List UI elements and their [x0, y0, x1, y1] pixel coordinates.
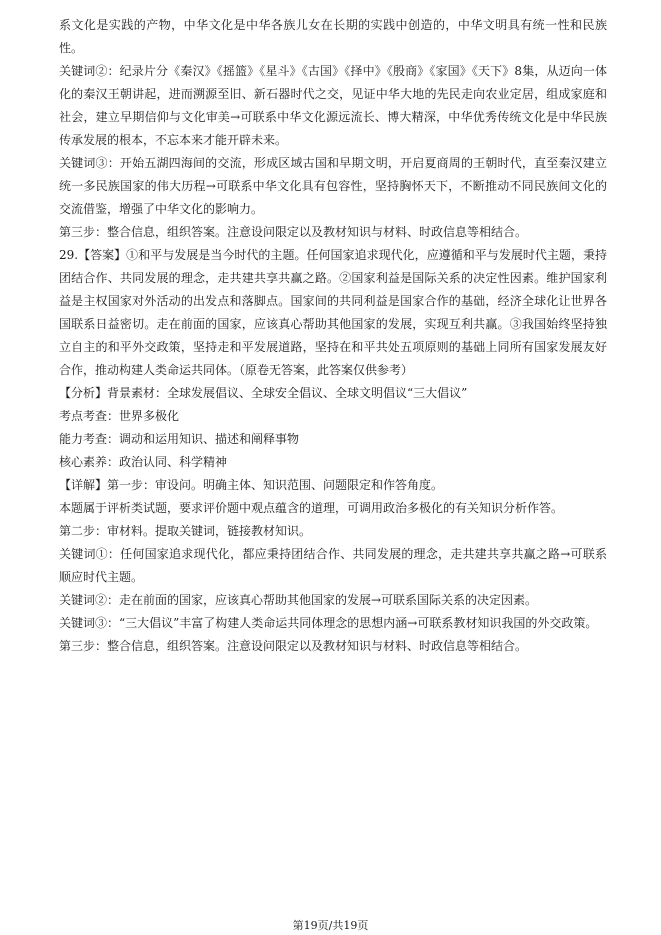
paragraph-step-3-a: 第三步：整合信息，组织答案。注意设问限定以及教材知识与材料、时政信息等相结合。: [59, 225, 528, 239]
paragraph-keyword-2: 关键词②：走在前面的国家，应该真心帮助其他国家的发展→可联系国际关系的决定因素。: [59, 593, 538, 607]
paragraph-step-3-b: 第三步：整合信息，组织答案。注意设问限定以及教材知识与材料、时政信息等相结合。: [59, 639, 528, 653]
paragraph-detail-step-1: 【详解】第一步：审设问。明确主体、知识范围、问题限定和作答角度。: [59, 478, 444, 492]
paragraph-q29-answer: 29.【答案】①和平与发展是当今时代的主题。任何国家追求现代化，应遵循和平与发展时代主题，秉持团结合作、共同发展的理念，走共建共享共赢之路。②国家利益是国际关系的决定性因素。维护国家利益是主权国家对外活动的出发点和落脚点。国家间的共同利益是国家合作的基础，经济全球化让世界各国联系日益密切。走在前面的国家，应该真心帮助其他国家的发展，实现互利共赢。③我国始终坚持独立自主的和平外交政策，坚持走和平发展道路，坚持在和平共处五项原则的基础上同所有国家发展友好合作，推动构建人类命运共同体。（原卷无答案，此答案仅供参考）: [59, 248, 607, 377]
paragraph-keyword-3-exchange: 关键词③：开始五湖四海间的交流，形成区域古国和早期文明，开启夏商周的王朝时代，直至秦汉建立统一多民族国家的伟大历程→可联系中华文化具有包容性，坚持胸怀天下，不断推动不同民族间文化的交流借鉴，增强了中华文化的影响力。: [59, 156, 607, 216]
paragraph-keyword-3: 关键词③：“三大倡议”丰富了构建人类命运共同体理念的思想内涵→可联系教材知识我国的外交政策。: [59, 616, 598, 630]
document-body: [59, 14, 607, 658]
paragraph-keyword-1: 关键词①：任何国家追求现代化，都应秉持团结合作、共同发展的理念，走共建共享共赢之路→可联系顺应时代主题。: [59, 547, 607, 584]
page-number: 第19页/共19页: [292, 919, 369, 932]
paragraph-core-literacy: 核心素养：政治认同、科学精神: [59, 455, 228, 469]
paragraph-keyword-2-documentary: 关键词②：纪录片分《秦汉》《摇篮》《星斗》《古国》《择中》《殷商》《家国》《天下》8集，从迈向一体化的秦汉王朝讲起，进而溯源至旧、新石器时代之交，见证中华大地的先民走向农业定居，组成家庭和社会，建立早期信仰与文化审美→可联系中华文化源远流长、博大精深，中华优秀传统文化是中华民族传承发展的根本，不忘本来才能开辟未来。: [59, 64, 607, 147]
paragraph-analysis: 【分析】背景素材：全球发展倡议、全球安全倡议、全球文明倡议“三大倡议”: [59, 386, 468, 400]
paragraph-exam-point: 考点考查：世界多极化: [59, 409, 180, 423]
paragraph-culture-practice: 系文化是实践的产物，中华文化是中华各族儿女在长期的实践中创造的，中华文明具有统一性和民族性。: [59, 18, 607, 55]
paragraph-question-type: 本题属于评析类试题，要求评价题中观点蕴含的道理，可调用政治多极化的有关知识分析作答。: [59, 501, 564, 515]
paragraph-step-2: 第二步：审材料。提取关键词，链接教材知识。: [59, 524, 312, 538]
paragraph-ability: 能力考查：调动和运用知识、描述和阐释事物: [59, 432, 300, 446]
